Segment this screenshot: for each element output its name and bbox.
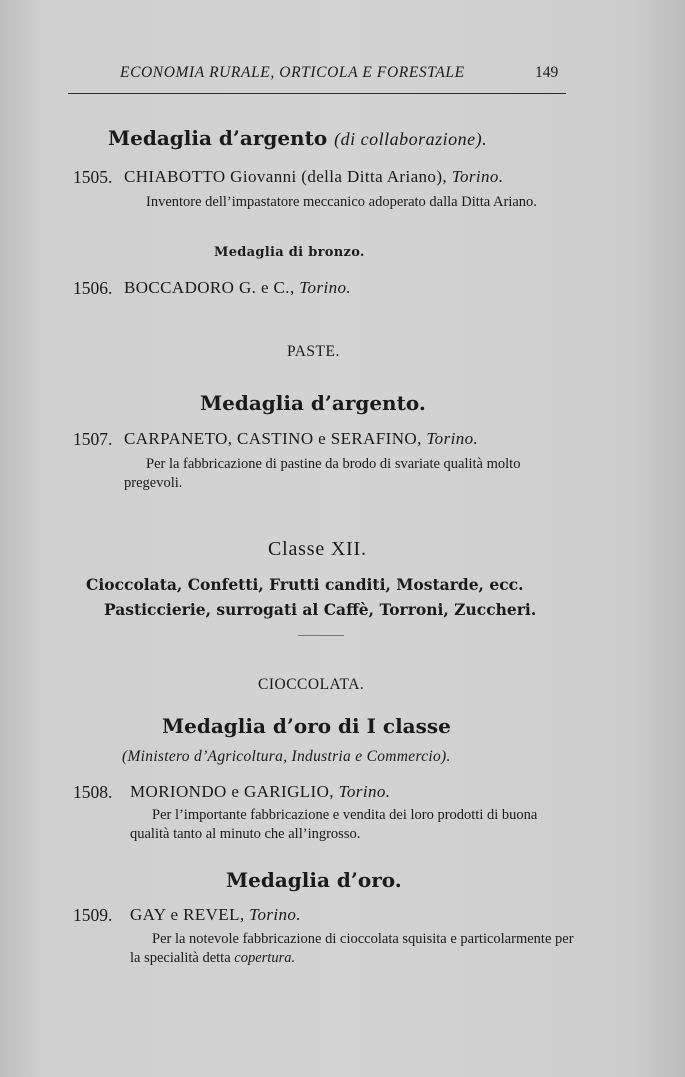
entry-number: 1509. [73,905,113,925]
entry-name [130,782,390,802]
section-heading-cioccolata: CIOCCOLATA. [258,676,365,693]
header-rule [68,93,566,94]
medal-label: Medaglia d’argento [108,126,328,150]
entry-city: Torino. [426,429,479,448]
medal-heading-silver: Medaglia d’argento. [200,391,426,415]
entry-firm: GAY e REVEL, [130,905,245,924]
classe-subtitle-line1: Cioccolata, Confetti, Frutti canditi, Mostarde, ecc. [86,575,524,594]
entry-description [130,930,580,968]
medal-heading-bronze: Medaglia di bronzo. [214,245,365,260]
entry-number: 1505. [73,167,113,187]
entry-description: Inventore dell’impastatore meccanico adoperato dalla Ditta Ariano. [146,194,537,210]
entry-number: 1508. [73,782,113,802]
entry-name [124,278,351,298]
medal-heading-gold-first: Medaglia d’oro di I classe [162,714,451,738]
medal-heading-silver-collab [108,126,487,150]
classe-subtitle-line2: Pasticcierie, surrogati al Caffè, Torroni, Zuccheri. [104,600,537,619]
entry-number: 1506. [73,278,113,298]
ministry-note: (Ministero d’Agricoltura, Industria e Commercio). [122,748,451,765]
classe-heading: Classe XII. [268,538,367,560]
entry-description: Per la fabbricazione di pastine da brodo di svariate qualità molto pregevoli. [124,456,521,491]
entry-name [124,167,504,187]
medal-note: (di collaborazione). [334,129,488,149]
short-rule [298,635,344,636]
page-number: 149 [535,64,559,81]
entry-city: Torino. [338,782,391,801]
entry-city: Torino. [299,278,352,297]
entry-firm: BOCCADORO G. e C., [124,278,295,297]
entry-name [124,429,478,449]
medal-heading-gold: Medaglia d’oro. [226,868,402,892]
entry-firm: CARPANETO, CASTINO e SERAFINO, [124,429,422,448]
entry-name [130,905,301,925]
entry-description-main: Per la notevole fabbricazione di cioccolata squisita e particolarmente per la specialità detta [130,931,574,966]
entry-firm: MORIONDO e GARIGLIO, [130,782,334,801]
entry-firm: CHIABOTTO Giovanni (della Ditta Ariano), [124,167,448,186]
entry-description: Per l’importante fabbricazione e vendita dei loro prodotti di buona qualità tanto al minuto che all’ingrosso. [130,807,538,842]
running-header-title: ECONOMIA RURALE, ORTICOLA E FORESTALE [120,64,465,81]
entry-city: Torino. [249,905,301,924]
entry-number: 1507. [73,429,113,449]
section-heading-paste: PASTE. [287,343,340,360]
entry-description-italic: copertura. [234,950,296,966]
entry-city: Torino. [451,167,504,186]
